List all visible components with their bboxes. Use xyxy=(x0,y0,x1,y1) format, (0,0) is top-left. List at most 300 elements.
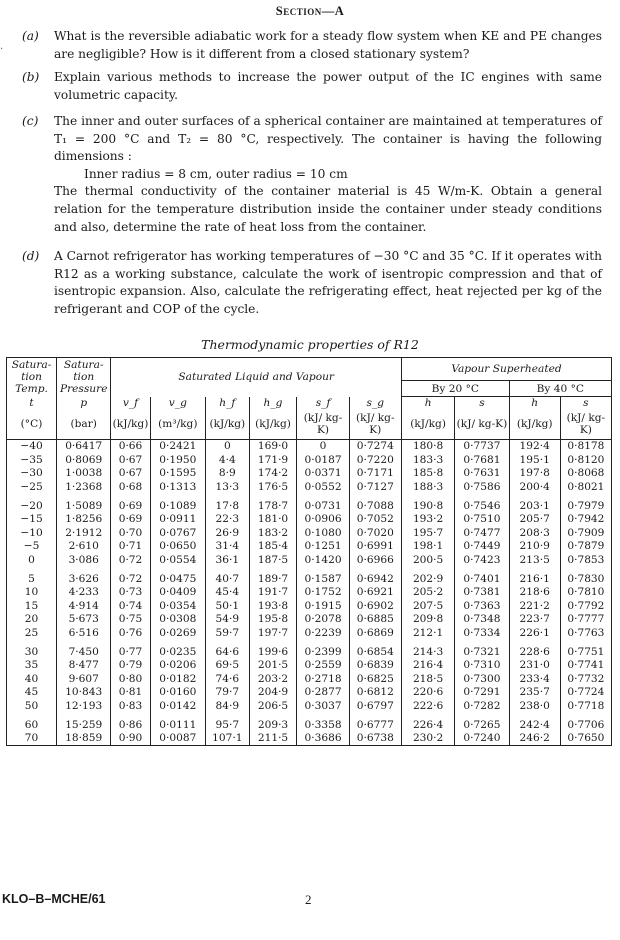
table-cell: 1·8256 xyxy=(57,512,111,526)
table-cell: 40·7 xyxy=(206,567,250,586)
table-cell: 8·477 xyxy=(57,658,111,672)
table-row xyxy=(7,480,612,494)
table-cell: 12·193 xyxy=(57,699,111,713)
table-cell: 0·86 xyxy=(111,713,150,732)
table-cell: 0·2877 xyxy=(297,686,349,700)
table-cell: 0·0731 xyxy=(297,494,349,513)
table-cell: 0·0409 xyxy=(150,585,205,599)
table-cell: 0·1752 xyxy=(297,585,349,599)
table-cell: 216·1 xyxy=(509,567,560,586)
table-cell: 212·1 xyxy=(401,626,454,640)
table-cell: 4·914 xyxy=(57,599,111,613)
table-cell: 208·3 xyxy=(509,526,560,540)
table-cell: 0·81 xyxy=(111,686,150,700)
table-cell: 0·66 xyxy=(111,439,150,453)
table-cell: 0·70 xyxy=(111,526,150,540)
table-cell: −20 xyxy=(7,494,57,513)
table-cell: 0·6854 xyxy=(349,640,401,659)
table-cell: 0·7792 xyxy=(560,599,611,613)
table-cell: 201·5 xyxy=(249,658,297,672)
table-cell: 31·4 xyxy=(206,540,250,554)
table-cell: 0·0087 xyxy=(150,731,205,745)
table-row xyxy=(7,540,612,554)
table-cell: 70 xyxy=(7,731,57,745)
question-label: (c) xyxy=(22,114,39,128)
table-cell: 0·0354 xyxy=(150,599,205,613)
table-row xyxy=(7,640,612,659)
table-cell: 25 xyxy=(7,626,57,640)
table-cell: 0·7718 xyxy=(560,699,611,713)
table-cell: 223·7 xyxy=(509,613,560,627)
table-cell: 197·8 xyxy=(509,467,560,481)
table-cell: 0·7321 xyxy=(455,640,509,659)
table-cell: 0·6797 xyxy=(349,699,401,713)
table-cell: 193·8 xyxy=(249,599,297,613)
table-cell: 181·0 xyxy=(249,512,297,526)
table-cell: 187·5 xyxy=(249,553,297,567)
table-cell: 0·7751 xyxy=(560,640,611,659)
header-h20-symbol: h xyxy=(401,397,454,410)
table-cell: 0·7546 xyxy=(455,494,509,513)
table-row xyxy=(7,599,612,613)
table-cell: −15 xyxy=(7,512,57,526)
table-cell: 0·3037 xyxy=(297,699,349,713)
table-cell: 204·9 xyxy=(249,686,297,700)
question-text: The inner and outer surfaces of a spherical container are maintained at temperatures of T₁ = 200 °C and T₂ = 80 °C, respectively. The container is having the following dimensions : xyxy=(54,114,602,164)
table-row xyxy=(7,713,612,732)
table-cell: 0·1089 xyxy=(150,494,205,513)
table-cell: 216·4 xyxy=(401,658,454,672)
table-row xyxy=(7,567,612,586)
table-cell: 0·6991 xyxy=(349,540,401,554)
question-text: A Carnot refrigerator has working temperatures of −30 °C and 35 °C. If it operates with R12 as a working substance, calculate the work of isentropic compression and that of isentropic expansion. Also, calculate the refrigerating effect, heat rejected per kg of the refrigerant and COP of the cycle. xyxy=(54,249,602,316)
table-cell: 4·4 xyxy=(206,453,250,467)
table-cell: 2·610 xyxy=(57,540,111,554)
table-body xyxy=(7,439,612,745)
table-cell: 188·3 xyxy=(401,480,454,494)
table-cell: 0·7401 xyxy=(455,567,509,586)
table-cell: 1·0038 xyxy=(57,467,111,481)
header-vf-symbol: v_f xyxy=(111,397,150,410)
table-cell: 0·7586 xyxy=(455,480,509,494)
header-superheated-group: Vapour Superheated xyxy=(401,358,611,381)
header-t-unit: (°C) xyxy=(7,409,57,439)
table-cell: 10·843 xyxy=(57,686,111,700)
table-cell: 0·0269 xyxy=(150,626,205,640)
table-cell: 0·6839 xyxy=(349,658,401,672)
table-cell: 203·1 xyxy=(509,494,560,513)
table-cell: 22·3 xyxy=(206,512,250,526)
table-cell: 95·7 xyxy=(206,713,250,732)
table-cell: 20 xyxy=(7,613,57,627)
table-cell: 169·0 xyxy=(249,439,297,453)
table-cell: 35 xyxy=(7,658,57,672)
table-cell: 0·73 xyxy=(111,585,150,599)
table-row xyxy=(7,439,612,453)
table-cell: 1·2368 xyxy=(57,480,111,494)
table-cell: 26·9 xyxy=(206,526,250,540)
table-cell: 0·1420 xyxy=(297,553,349,567)
header-saturated-group: Saturated Liquid and Vapour xyxy=(111,358,402,397)
table-cell: 235·7 xyxy=(509,686,560,700)
header-vg-unit: (m³/kg) xyxy=(150,409,205,439)
header-hf-unit: (kJ/kg) xyxy=(206,409,250,439)
table-cell: 0·0906 xyxy=(297,512,349,526)
table-cell: 0·8021 xyxy=(560,480,611,494)
table-cell: 213·5 xyxy=(509,553,560,567)
table-cell: 0·7737 xyxy=(455,439,509,453)
table-cell: 195·8 xyxy=(249,613,297,627)
table-cell: 17·8 xyxy=(206,494,250,513)
table-cell: 0·7300 xyxy=(455,672,509,686)
header-h20-unit: (kJ/kg) xyxy=(401,409,454,439)
table-cell: 218·6 xyxy=(509,585,560,599)
table-cell: 174·2 xyxy=(249,467,297,481)
table-cell: 0·0308 xyxy=(150,613,205,627)
table-cell: 0·6902 xyxy=(349,599,401,613)
table-cell: −30 xyxy=(7,467,57,481)
header-hg-unit: (kJ/kg) xyxy=(249,409,297,439)
header-vg-symbol: v_g xyxy=(150,397,205,410)
table-cell: 0·68 xyxy=(111,480,150,494)
table-cell: 178·7 xyxy=(249,494,297,513)
header-h40-symbol: h xyxy=(509,397,560,410)
header-p-symbol: p xyxy=(57,397,111,410)
question-label: (d) xyxy=(22,249,40,263)
margin-mark: . xyxy=(0,41,4,52)
table-cell: 0·2421 xyxy=(150,439,205,453)
question-text: The thermal conductivity of the container material is 45 W/m-K. Obtain a general relation for the temperature distribution inside the container under steady conditions and also, determine the rate of heat loss from the container. xyxy=(54,184,602,234)
table-cell: 0·6777 xyxy=(349,713,401,732)
table-cell: 0·0235 xyxy=(150,640,205,659)
table-cell: 0·7510 xyxy=(455,512,509,526)
table-cell: 0·7853 xyxy=(560,553,611,567)
table-cell: 226·1 xyxy=(509,626,560,640)
table-row xyxy=(7,626,612,640)
table-cell: 0·7274 xyxy=(349,439,401,453)
question-label: (a) xyxy=(22,29,39,43)
table-cell: 0·0187 xyxy=(297,453,349,467)
header-s20-unit: (kJ/ kg-K) xyxy=(455,409,509,439)
table-cell: 0·7020 xyxy=(349,526,401,540)
question-text: Explain various methods to increase the power output of the IC engines with same volumetric capacity. xyxy=(54,70,602,102)
table-cell: 189·7 xyxy=(249,567,297,586)
table-cell: 0·7363 xyxy=(455,599,509,613)
table-cell: 228·6 xyxy=(509,640,560,659)
table-cell: 0·7879 xyxy=(560,540,611,554)
table-cell: 0·6942 xyxy=(349,567,401,586)
table-cell: 0 xyxy=(206,439,250,453)
page-number: 2 xyxy=(305,892,312,907)
table-cell: 198·1 xyxy=(401,540,454,554)
table-cell: 0·0160 xyxy=(150,686,205,700)
header-sat-temp: Satura- tion Temp. xyxy=(7,358,57,397)
table-cell: −35 xyxy=(7,453,57,467)
table-cell: −5 xyxy=(7,540,57,554)
table-cell: 0·7291 xyxy=(455,686,509,700)
table-row xyxy=(7,512,612,526)
table-cell: 0·6869 xyxy=(349,626,401,640)
table-cell: 193·2 xyxy=(401,512,454,526)
table-cell: 200·4 xyxy=(509,480,560,494)
section-title: Section—A xyxy=(275,4,345,18)
table-cell: 0·7265 xyxy=(455,713,509,732)
table-cell: 0·72 xyxy=(111,567,150,586)
table-cell: 0·8068 xyxy=(560,467,611,481)
table-cell: 0·79 xyxy=(111,658,150,672)
header-hg-symbol: h_g xyxy=(249,397,297,410)
table-cell: 207·5 xyxy=(401,599,454,613)
table-cell: 0·0911 xyxy=(150,512,205,526)
table-cell: 0·7650 xyxy=(560,731,611,745)
table-cell: 206·5 xyxy=(249,699,297,713)
table-cell: 0·76 xyxy=(111,626,150,640)
table-cell: 171·9 xyxy=(249,453,297,467)
table-cell: 0·2078 xyxy=(297,613,349,627)
table-cell: −10 xyxy=(7,526,57,540)
table-cell: 0·2718 xyxy=(297,672,349,686)
table-cell: 0·7777 xyxy=(560,613,611,627)
table-cell: 0·7979 xyxy=(560,494,611,513)
table-cell: 195·7 xyxy=(401,526,454,540)
table-cell: 54·9 xyxy=(206,613,250,627)
header-by20: By 20 °C xyxy=(401,381,509,397)
table-cell: 0·74 xyxy=(111,599,150,613)
table-cell: 0·67 xyxy=(111,453,150,467)
table-cell: 36·1 xyxy=(206,553,250,567)
header-hf-symbol: h_f xyxy=(206,397,250,410)
table-cell: 218·5 xyxy=(401,672,454,686)
table-cell: 0·7763 xyxy=(560,626,611,640)
table-cell: 0·7477 xyxy=(455,526,509,540)
table-cell: 210·9 xyxy=(509,540,560,554)
table-cell: 0·6825 xyxy=(349,672,401,686)
table-cell: 202·9 xyxy=(401,567,454,586)
table-cell: 5 xyxy=(7,567,57,586)
table-cell: 209·3 xyxy=(249,713,297,732)
table-cell: 183·3 xyxy=(401,453,454,467)
table-cell: 7·450 xyxy=(57,640,111,659)
header-sf-unit: (kJ/ kg-K) xyxy=(297,409,349,439)
question-dimensions: Inner radius = 8 cm, outer radius = 10 cm xyxy=(84,166,348,181)
table-cell: 183·2 xyxy=(249,526,297,540)
table-cell: 180·8 xyxy=(401,439,454,453)
table-cell: 6·516 xyxy=(57,626,111,640)
table-row xyxy=(7,526,612,540)
table-cell: 200·5 xyxy=(401,553,454,567)
table-cell: 190·8 xyxy=(401,494,454,513)
table-cell: −40 xyxy=(7,439,57,453)
table-cell: 0·6812 xyxy=(349,686,401,700)
table-row xyxy=(7,553,612,567)
table-cell: 0·7334 xyxy=(455,626,509,640)
table-cell: 185·8 xyxy=(401,467,454,481)
table-cell: 0·7088 xyxy=(349,494,401,513)
table-cell: 0·1950 xyxy=(150,453,205,467)
header-h40-unit: (kJ/kg) xyxy=(509,409,560,439)
table-cell: 0·7220 xyxy=(349,453,401,467)
table-cell: 64·6 xyxy=(206,640,250,659)
table-row xyxy=(7,686,612,700)
table-cell: 0·7830 xyxy=(560,567,611,586)
header-sat-pressure: Satura- tion Pressure xyxy=(57,358,111,397)
table-cell: 0·7348 xyxy=(455,613,509,627)
table-cell: 84·9 xyxy=(206,699,250,713)
table-cell: 192·4 xyxy=(509,439,560,453)
table-cell: 9·607 xyxy=(57,672,111,686)
table-cell: 0·72 xyxy=(111,553,150,567)
table-cell: 0·0552 xyxy=(297,480,349,494)
table-cell: 0·6966 xyxy=(349,553,401,567)
table-cell: 0·8069 xyxy=(57,453,111,467)
table-cell: 50 xyxy=(7,699,57,713)
table-row xyxy=(7,453,612,467)
table-cell: 238·0 xyxy=(509,699,560,713)
table-cell: 59·7 xyxy=(206,626,250,640)
table-row xyxy=(7,613,612,627)
table-cell: 205·2 xyxy=(401,585,454,599)
table-cell: 226·4 xyxy=(401,713,454,732)
table-cell: 0·0182 xyxy=(150,672,205,686)
table-cell: 0·6885 xyxy=(349,613,401,627)
table-cell: 0·0371 xyxy=(297,467,349,481)
table-cell: 0·7732 xyxy=(560,672,611,686)
table-cell: 45·4 xyxy=(206,585,250,599)
table-caption: Thermodynamic properties of R12 xyxy=(201,337,419,352)
table-cell: 79·7 xyxy=(206,686,250,700)
table-cell: 230·2 xyxy=(401,731,454,745)
table-cell: 242·4 xyxy=(509,713,560,732)
table-cell: 0·0767 xyxy=(150,526,205,540)
table-cell: 214·3 xyxy=(401,640,454,659)
table-row xyxy=(7,585,612,599)
table-cell: 0·90 xyxy=(111,731,150,745)
table-cell: 0·7942 xyxy=(560,512,611,526)
header-s20-symbol: s xyxy=(455,397,509,410)
table-cell: 0·7423 xyxy=(455,553,509,567)
table-cell: 0·0206 xyxy=(150,658,205,672)
table-cell: 209·8 xyxy=(401,613,454,627)
table-cell: 0·0554 xyxy=(150,553,205,567)
table-row xyxy=(7,467,612,481)
table-cell: 0·7810 xyxy=(560,585,611,599)
header-sg-symbol: s_g xyxy=(349,397,401,410)
table-cell: 0·67 xyxy=(111,467,150,481)
table-cell: 221·2 xyxy=(509,599,560,613)
table-cell: 0·3358 xyxy=(297,713,349,732)
table-cell: 0·75 xyxy=(111,613,150,627)
table-cell: 0·69 xyxy=(111,512,150,526)
header-by40: By 40 °C xyxy=(509,381,611,397)
table-cell: 15·259 xyxy=(57,713,111,732)
header-p-unit: (bar) xyxy=(57,409,111,439)
table-cell: 0·0650 xyxy=(150,540,205,554)
table-cell: 0·3686 xyxy=(297,731,349,745)
table-cell: 0·1080 xyxy=(297,526,349,540)
table-cell: 0·1915 xyxy=(297,599,349,613)
table-cell: 5·673 xyxy=(57,613,111,627)
table-cell: 0·7631 xyxy=(455,467,509,481)
header-sf-symbol: s_f xyxy=(297,397,349,410)
table-cell: 0·7127 xyxy=(349,480,401,494)
table-cell: 30 xyxy=(7,640,57,659)
table-cell: 15 xyxy=(7,599,57,613)
table-cell: 0 xyxy=(297,439,349,453)
header-vf-unit: (kJ/kg) xyxy=(111,409,150,439)
table-cell: 0·7681 xyxy=(455,453,509,467)
table-cell: 3·626 xyxy=(57,567,111,586)
table-cell: 45 xyxy=(7,686,57,700)
r12-properties-table xyxy=(6,357,612,746)
question-label: (b) xyxy=(22,70,40,84)
header-t-symbol: t xyxy=(7,397,57,410)
table-cell: 199·6 xyxy=(249,640,297,659)
table-cell: 3·086 xyxy=(57,553,111,567)
table-cell: 0·1595 xyxy=(150,467,205,481)
table-cell: 74·6 xyxy=(206,672,250,686)
table-cell: 2·1912 xyxy=(57,526,111,540)
table-cell: 0 xyxy=(7,553,57,567)
table-cell: 0·6417 xyxy=(57,439,111,453)
table-cell: 0·2239 xyxy=(297,626,349,640)
table-cell: 211·5 xyxy=(249,731,297,745)
table-cell: 0·1251 xyxy=(297,540,349,554)
table-cell: 0·80 xyxy=(111,672,150,686)
table-cell: 191·7 xyxy=(249,585,297,599)
table-cell: 0·7449 xyxy=(455,540,509,554)
table-cell: 0·0142 xyxy=(150,699,205,713)
paper-code: KLO–B–MCHE/61 xyxy=(2,892,106,906)
table-cell: 0·8178 xyxy=(560,439,611,453)
table-cell: 40 xyxy=(7,672,57,686)
table-cell: 60 xyxy=(7,713,57,732)
table-cell: 246·2 xyxy=(509,731,560,745)
table-cell: 0·7741 xyxy=(560,658,611,672)
header-sg-unit: (kJ/ kg-K) xyxy=(349,409,401,439)
table-cell: 69·5 xyxy=(206,658,250,672)
table-cell: 185·4 xyxy=(249,540,297,554)
table-cell: 0·6738 xyxy=(349,731,401,745)
table-cell: 8·9 xyxy=(206,467,250,481)
table-cell: −25 xyxy=(7,480,57,494)
table-cell: 0·7706 xyxy=(560,713,611,732)
table-cell: 176·5 xyxy=(249,480,297,494)
table-row xyxy=(7,672,612,686)
table-cell: 0·7282 xyxy=(455,699,509,713)
table-cell: 222·6 xyxy=(401,699,454,713)
table-cell: 0·7310 xyxy=(455,658,509,672)
table-cell: 0·2559 xyxy=(297,658,349,672)
table-row xyxy=(7,658,612,672)
table-cell: 0·7724 xyxy=(560,686,611,700)
table-cell: 0·6921 xyxy=(349,585,401,599)
table-cell: 10 xyxy=(7,585,57,599)
table-cell: 0·7909 xyxy=(560,526,611,540)
table-cell: 203·2 xyxy=(249,672,297,686)
question-text: What is the reversible adiabatic work for a steady flow system when KE and PE changes are negligible? How is it different from a closed stationary system? xyxy=(54,29,602,61)
table-cell: 107·1 xyxy=(206,731,250,745)
table-cell: 0·2399 xyxy=(297,640,349,659)
table-cell: 0·7240 xyxy=(455,731,509,745)
table-cell: 0·7052 xyxy=(349,512,401,526)
table-cell: 231·0 xyxy=(509,658,560,672)
table-cell: 13·3 xyxy=(206,480,250,494)
header-s40-unit: (kJ/ kg-K) xyxy=(560,409,611,439)
table-cell: 205·7 xyxy=(509,512,560,526)
table-cell: 1·5089 xyxy=(57,494,111,513)
table-cell: 0·7171 xyxy=(349,467,401,481)
table-cell: 18·859 xyxy=(57,731,111,745)
